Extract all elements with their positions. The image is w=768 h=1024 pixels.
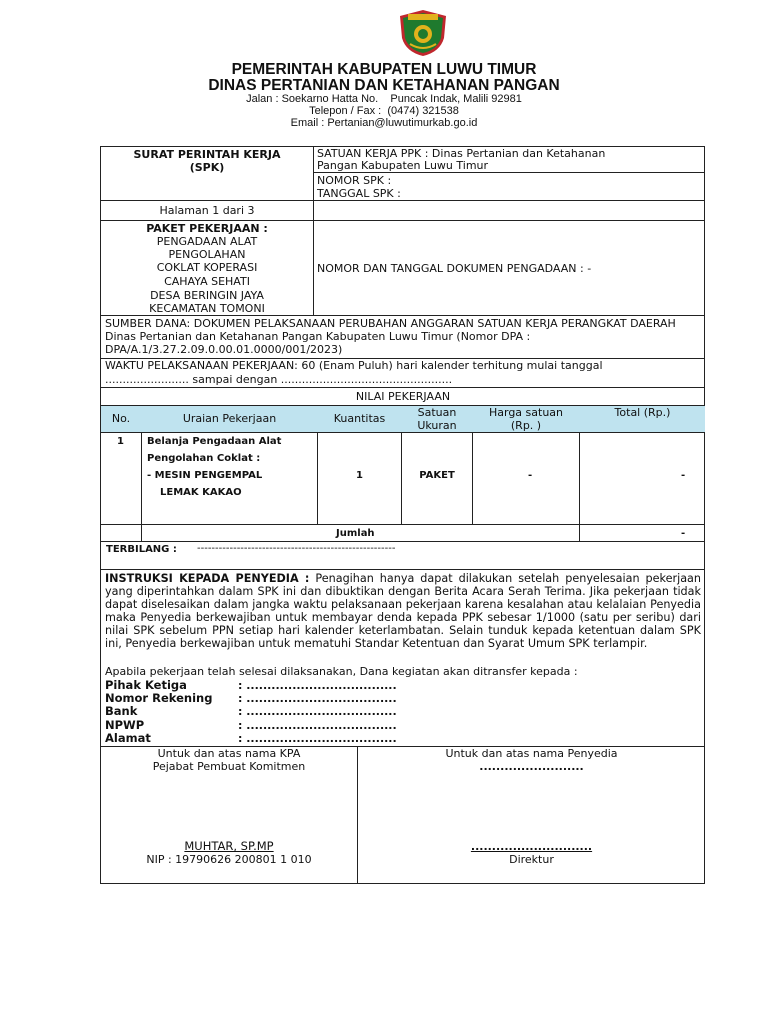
- instruksi-label: INSTRUKSI KEPADA PENYEDIA :: [105, 572, 310, 585]
- jumlah-total: -: [681, 528, 686, 539]
- instruksi-paragraph: [105, 572, 701, 650]
- terbilang-value: -------------------------------------------------------: [197, 543, 396, 554]
- col-header-ukuran: Ukuran: [417, 419, 457, 432]
- sign-left-nip: NIP : 19790626 200801 1 010: [146, 853, 312, 866]
- field-label-pihak: Pihak Ketiga: [105, 678, 187, 692]
- col-header-harga: Harga satuan: [488, 406, 564, 419]
- instruksi-text: Penagihan hanya dapat dilakukan setelah penyelesaian pekerjaan yang diperintahkan dalam SPK ini dan dibuktikan dengan Berita Acara Serah Terima. Jika pekerjaan tidak dapat diselesaikan dalam jangka waktu pelaksanaan pekerjaan karena kesalahan atau kelalaian Penyedia maka Penyedia berkewajiban untuk membayar denda kepada PPK sebesar 1/1000 (satu per seribu) dari nilai SPK sebelum PPN setiap hari kalender keterlambatan. Selain tunduk kepada ketentuan dalam SPK ini, Penyedia berkewajiban untuk mematuhi Standar Ketentuan dan Syarat Umum SPK terlampir.: [105, 572, 701, 650]
- sign-right-role: Untuk dan atas nama Penyedia: [445, 747, 618, 760]
- paket-line: PENGADAAN ALAT: [156, 235, 258, 248]
- agency-contact: [0, 93, 768, 129]
- spk-title: SURAT PERINTAH KERJA: [133, 148, 281, 161]
- field-label-alamat: Alamat: [105, 731, 151, 745]
- nilai-pekerjaan-heading: NILAI PEKERJAAN: [355, 390, 451, 403]
- paket-line: CAHAYA SEHATI: [164, 275, 250, 288]
- field-value-bank: : ....................................: [238, 705, 397, 718]
- field-value-npwp: : ....................................: [238, 719, 397, 732]
- row-satuan: PAKET: [419, 470, 455, 481]
- field-label-bank: Bank: [105, 704, 138, 718]
- paket-line: COKLAT KOPERASI: [156, 261, 258, 274]
- spk-abbrev: (SPK): [189, 161, 225, 174]
- row-total: -: [681, 470, 686, 481]
- sign-right-name: .............................: [470, 840, 593, 853]
- row-uraian: Belanja Pengadaan Alat: [147, 436, 282, 447]
- sign-right-company: .........................: [479, 760, 584, 773]
- satuan-kerja-line2: Pangan Kabupaten Luwu Timur: [317, 159, 489, 172]
- transfer-note: Apabila pekerjaan telah selesai dilaksanakan, Dana kegiatan akan ditransfer kepada :: [105, 665, 578, 678]
- row-uraian: Pengolahan Coklat :: [147, 453, 261, 464]
- sign-right-title: Direktur: [509, 853, 554, 866]
- dokumen-pengadaan: NOMOR DAN TANGGAL DOKUMEN PENGADAAN : -: [317, 262, 592, 275]
- waktu-pelaksanaan: WAKTU PELAKSANAAN PEKERJAAN: 60 (Enam Puluh) hari kalender terhitung mulai tanggal: [105, 359, 603, 372]
- field-value-pihak: : ....................................: [238, 679, 397, 692]
- row-kuantitas: 1: [356, 470, 363, 481]
- col-header-harga-unit: (Rp. ): [510, 419, 542, 432]
- col-header-uraian: Uraian Pekerjaan: [182, 412, 277, 425]
- phone-text: Telepon / Fax : (0474) 321538: [309, 105, 459, 117]
- email-text: Email : Pertanian@luwutimurkab.go.id: [290, 117, 478, 129]
- row-harga: -: [528, 470, 533, 481]
- sign-left-position: Pejabat Pembuat Komitmen: [152, 760, 306, 773]
- sumber-dana: SUMBER DANA: DOKUMEN PELAKSANAAN PERUBAHAN ANGGARAN SATUAN KERJA PERANGKAT DAERAH Dinas Pertanian dan Ketahanan Pangan Kabupaten Luwu Timur (Nomor DPA : DPA/A.1/3.27.2.09.0.00.01.0000/001/2023): [105, 317, 676, 356]
- field-label-rekening: Nomor Rekening: [105, 691, 213, 705]
- page-counter: Halaman 1 dari 3: [159, 204, 255, 217]
- paket-line: PENGOLAHAN: [168, 248, 246, 261]
- col-header-total: Total (Rp.): [614, 406, 671, 419]
- satuan-kerja-line1: SATUAN KERJA PPK : Dinas Pertanian dan Ketahanan: [317, 147, 606, 160]
- row-uraian: LEMAK KAKAO: [160, 487, 242, 498]
- field-value-alamat: : ....................................: [238, 732, 397, 745]
- col-header-satuan: Satuan: [417, 406, 457, 419]
- government-title: PEMERINTAH KABUPATEN LUWU TIMUR: [231, 61, 537, 78]
- agency-title: DINAS PERTANIAN DAN KETAHANAN PANGAN: [208, 77, 560, 94]
- field-value-rekening: : ....................................: [238, 692, 397, 705]
- address-text: Jalan : Soekarno Hatta No. Puncak Indak, Malili 92981: [246, 93, 522, 105]
- tanggal-spk: TANGGAL SPK :: [317, 187, 401, 200]
- field-label-npwp: NPWP: [105, 718, 145, 732]
- jumlah-label: Jumlah: [336, 528, 375, 539]
- col-header-kuantitas: Kuantitas: [333, 412, 386, 425]
- row-uraian: - MESIN PENGEMPAL: [147, 470, 263, 481]
- paket-line: DESA BERINGIN JAYA: [150, 289, 264, 302]
- sign-left-name: MUHTAR, SP.MP: [184, 839, 274, 853]
- paket-line: KECAMATAN TOMONI: [149, 302, 265, 315]
- sign-left-role: Untuk dan atas nama KPA: [157, 747, 301, 760]
- terbilang-label: TERBILANG :: [106, 544, 177, 555]
- row-no: 1: [117, 436, 124, 447]
- col-header-no: No.: [111, 412, 131, 425]
- paket-label: PAKET PEKERJAAN :: [146, 222, 268, 235]
- regency-logo-icon: [396, 8, 450, 58]
- nomor-spk: NOMOR SPK :: [317, 174, 392, 187]
- waktu-pelaksanaan-dates: ........................ sampai dengan .................................................: [105, 373, 453, 386]
